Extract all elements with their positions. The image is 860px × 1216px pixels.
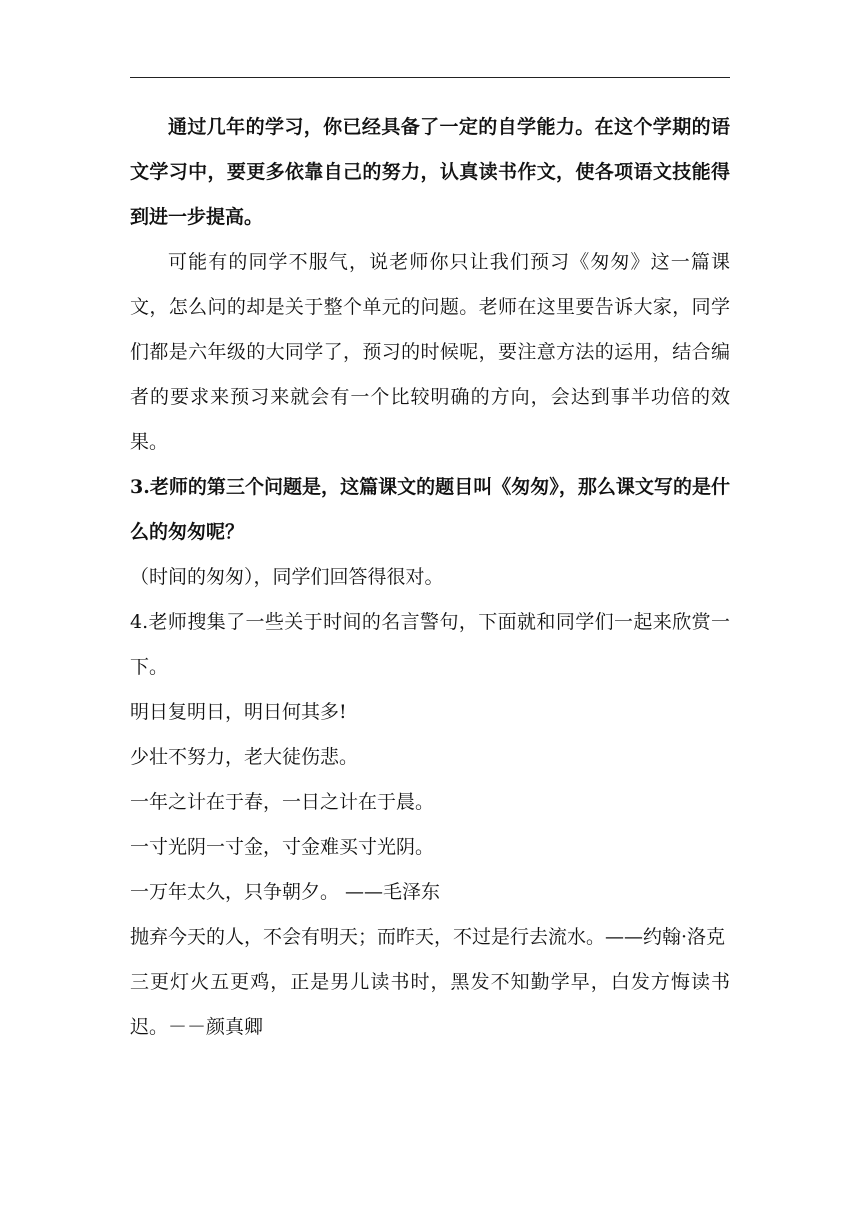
question-3: 3.老师的第三个问题是，这篇课文的题目叫《匆匆》，那么课文写的是什么的匆匆呢？ [130,476,730,543]
quote-line: 三更灯火五更鸡，正是男儿读书时，黑发不知勤学早，白发方悔读书迟。－－颜真卿 [130,971,730,1038]
quote-line: 明日复明日，明日何其多! [130,701,347,723]
quote-line: 少壮不努力，老大徒伤悲。 [130,746,359,768]
item-4-intro: 4.老师搜集了一些关于时间的名言警句，下面就和同学们一起来欣赏一下。 [130,611,730,678]
answer-3: （时间的匆匆），同学们回答得很对。 [130,566,444,588]
quote-line: 一寸光阴一寸金，寸金难买寸光阴。 [130,836,435,858]
quote-line: 抛弃今天的人，不会有明天；而昨天，不过是行去流水。——约翰·洛克 [130,926,726,948]
quote-line: 一年之计在于春，一日之计在于晨。 [130,791,435,813]
document-body [130,105,730,1050]
document-page [130,0,730,1216]
paragraph-preview-method: 可能有的同学不服气，说老师你只让我们预习《匆匆》这一篇课文，怎么问的却是关于整个单元的问题。老师在这里要告诉大家，同学们都是六年级的大同学了，预习的时候呢，要注意方法的运用，结合编者的要求来预习来就会有一个比较明确的方向，会达到事半功倍的效果。 [130,251,730,453]
header-rule [130,77,730,78]
quote-line: 一万年太久，只争朝夕。 ——毛泽东 [130,881,441,903]
paragraph-self-study: 通过几年的学习，你已经具备了一定的自学能力。在这个学期的语文学习中，要更多依靠自己的努力，认真读书作文，使各项语文技能得到进一步提高。 [130,116,730,228]
